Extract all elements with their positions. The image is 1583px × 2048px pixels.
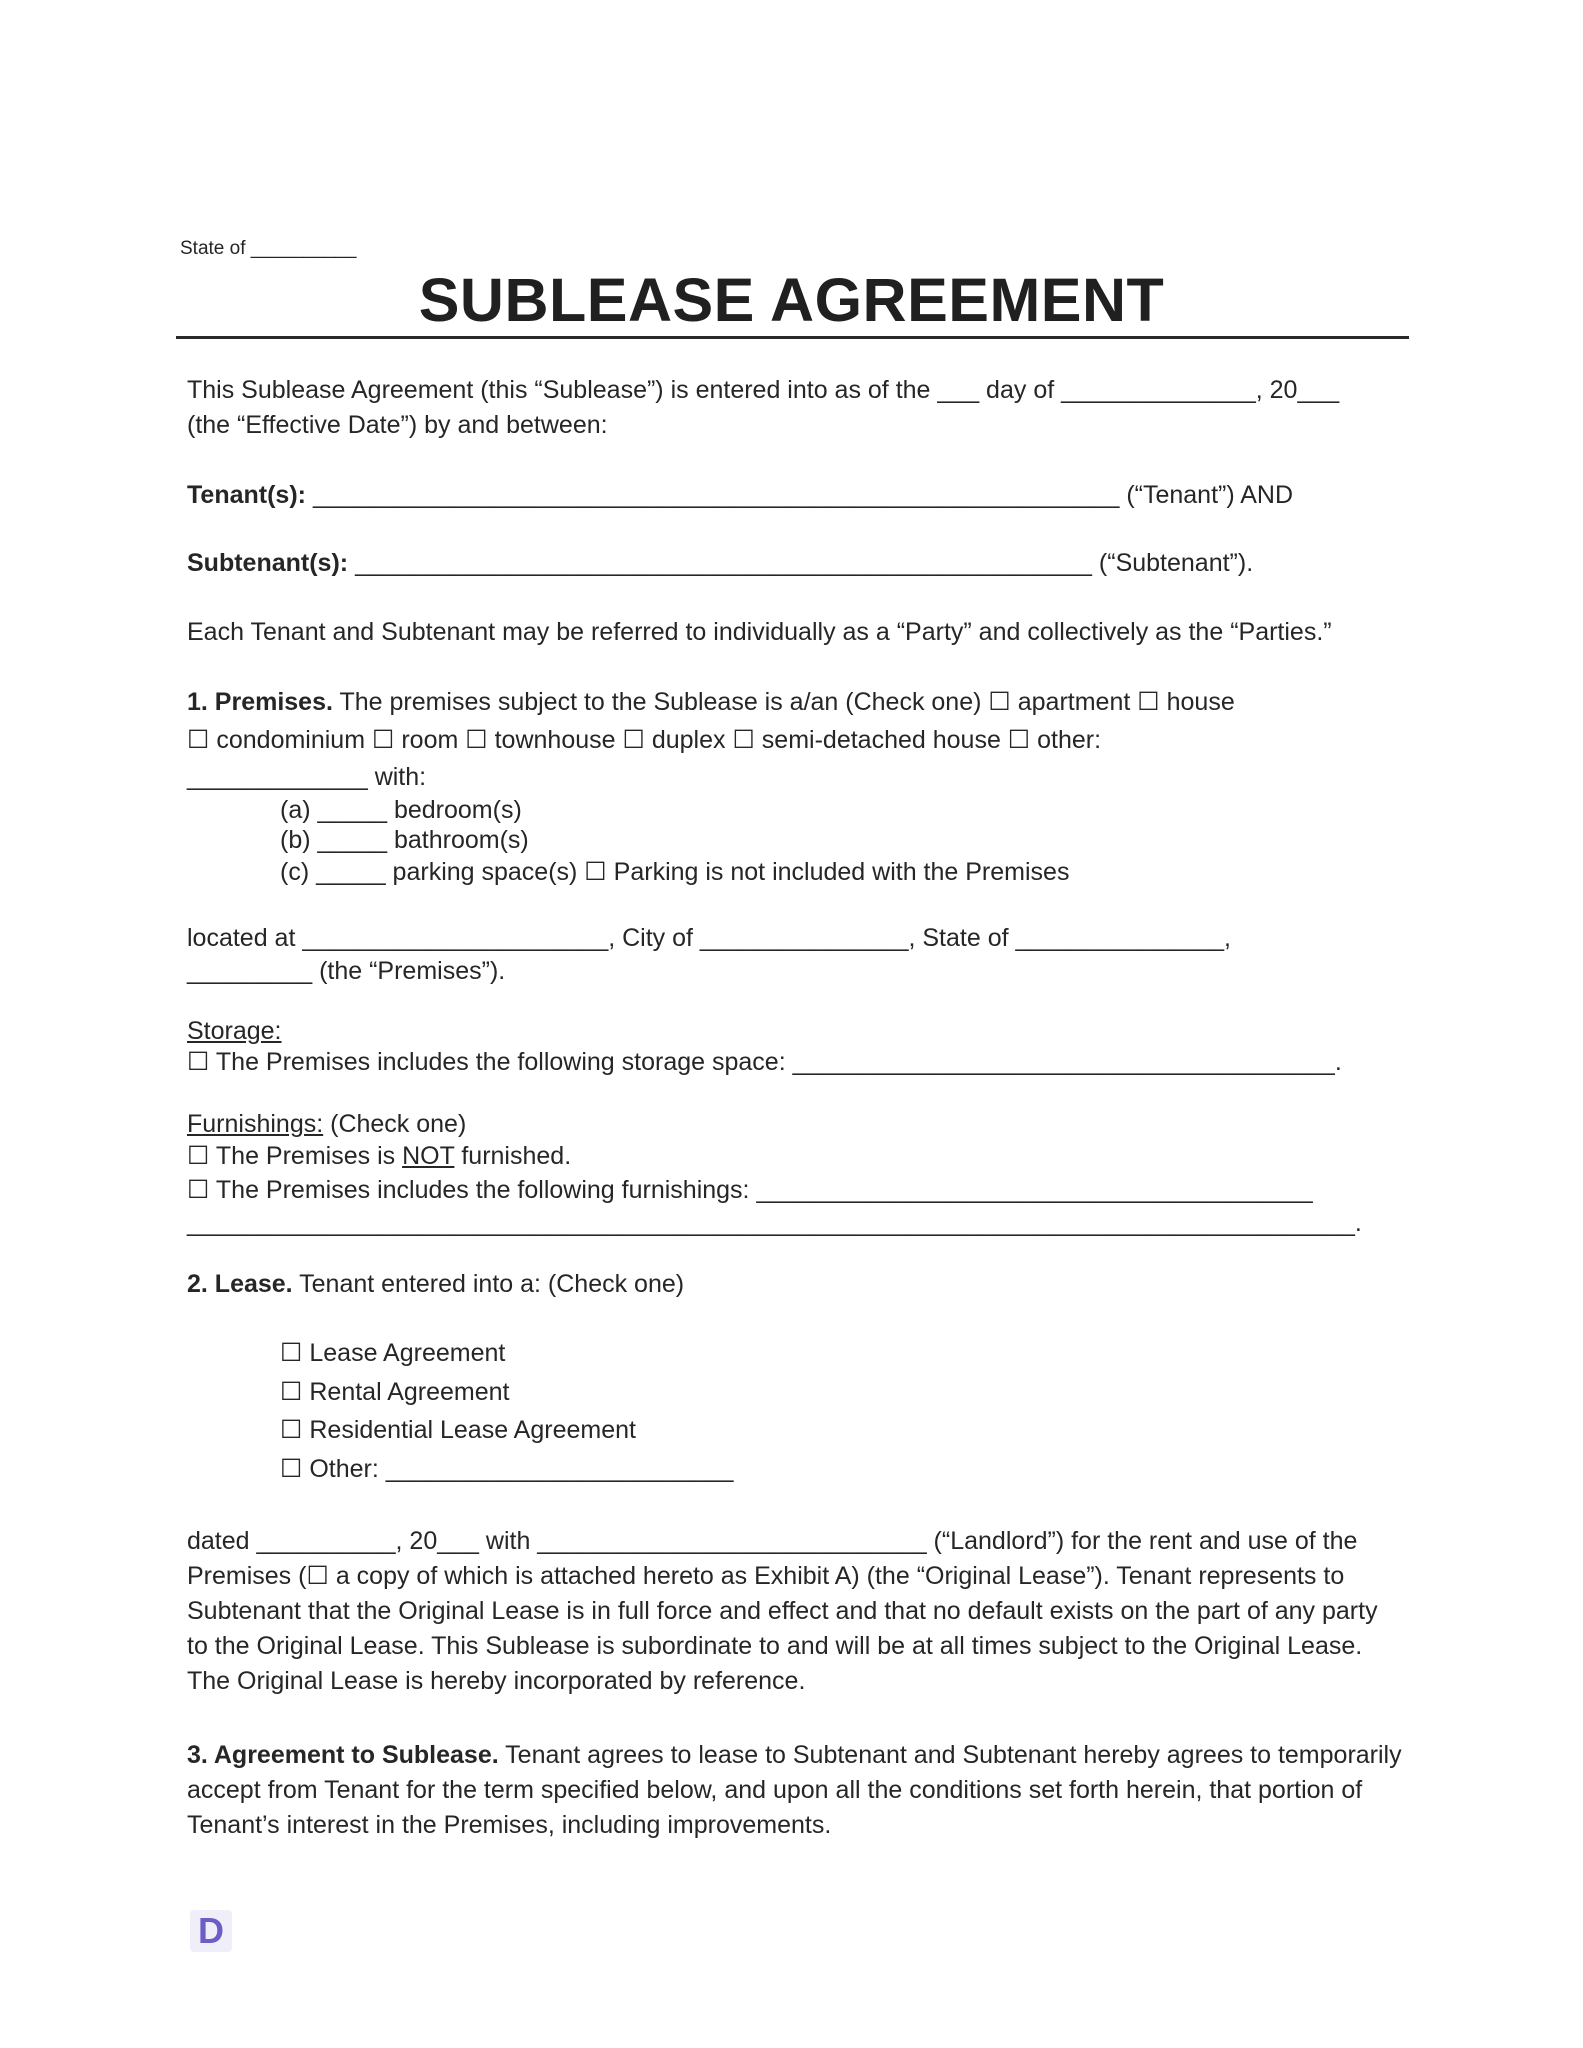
furnishings-includes-option[interactable]: ☐ The Premises includes the following furnishings: ________________________________________ <box>187 1176 1313 1204</box>
furnishings-heading <box>187 1107 466 1142</box>
storage-line[interactable]: ☐ The Premises includes the following storage space: _______________________________________. <box>187 1048 1342 1076</box>
document-title: SUBLEASE AGREEMENT <box>418 266 1165 334</box>
subtenant-line <box>187 546 1253 581</box>
agreement-section <box>187 1738 1402 1843</box>
subtenant-name-blank[interactable]: _____________________________________________________ <box>355 549 1092 577</box>
lease-heading-line <box>187 1267 684 1302</box>
intro-line-1: This Sublease Agreement (this “Sublease”) is entered into as of the ___ day of ______________, 20___ <box>187 376 1340 404</box>
title-divider <box>176 336 1409 339</box>
parties-definition: Each Tenant and Subtenant may be referred to individually as a “Party” and collectively as the “Parties.” <box>187 618 1332 646</box>
lease-option-other[interactable]: ☐ Other: _________________________ <box>280 1455 734 1483</box>
agreement-paragraph: Tenant agrees to lease to Subtenant and Subtenant hereby agrees to temporarily accept from Tenant for the term specified below, and upon all the conditions set forth herein, that portion of Tenant’s interest in the Premises, including improvements. <box>187 1741 1402 1839</box>
storage-label: Storage: <box>187 1017 282 1045</box>
bathrooms-item[interactable]: (b) _____ bathroom(s) <box>280 826 529 854</box>
furn-not-text-1: ☐ The Premises is <box>187 1142 403 1170</box>
premises-heading: 1. Premises. <box>187 688 333 716</box>
subtenant-label: Subtenant(s): <box>187 549 349 577</box>
tenant-line <box>187 478 1293 513</box>
lease-option-rental-agreement[interactable]: ☐ Rental Agreement <box>280 1378 510 1406</box>
lease-option-residential[interactable]: ☐ Residential Lease Agreement <box>280 1416 636 1444</box>
intro-line-2: (the “Effective Date”) by and between: <box>187 411 608 439</box>
lease-option-lease-agreement[interactable]: ☐ Lease Agreement <box>280 1339 506 1367</box>
tenant-name-blank[interactable]: __________________________________________________________ <box>312 481 1120 509</box>
brand-logo-letter: D <box>198 1910 224 1951</box>
lease-intro: Tenant entered into a: (Check one) <box>292 1270 685 1298</box>
furnishings-not-option[interactable] <box>187 1139 571 1174</box>
parking-item[interactable]: (c) _____ parking space(s) ☐ Parking is not included with the Premises <box>280 858 1070 886</box>
brand-logo <box>190 1910 232 1952</box>
furn-not-emphasis: NOT <box>402 1142 455 1170</box>
bedrooms-item[interactable]: (a) _____ bedroom(s) <box>280 796 522 824</box>
premises-line-1 <box>187 685 1235 720</box>
subtenant-suffix: (“Subtenant”). <box>1098 549 1254 577</box>
location-line-1[interactable]: located at ______________________, City of _______________, State of _______________, <box>187 924 1231 952</box>
premises-type-options[interactable]: The premises subject to the Sublease is a/an (Check one) ☐ apartment ☐ house <box>339 688 1235 716</box>
tenant-suffix: (“Tenant”) AND <box>1126 481 1294 509</box>
furnishings-label: Furnishings: <box>187 1110 324 1138</box>
furnishings-continuation[interactable]: ____________________________________________________________________________________. <box>187 1209 1362 1237</box>
furn-not-text-2: furnished. <box>454 1142 572 1170</box>
furnishings-instruction: (Check one) <box>323 1110 467 1138</box>
location-line-2[interactable]: _________ (the “Premises”). <box>187 957 506 985</box>
tenant-label: Tenant(s): <box>187 481 306 509</box>
lease-heading: 2. Lease. <box>187 1270 293 1298</box>
state-of-field: State of __________ <box>180 238 357 259</box>
premises-line-2[interactable]: ☐ condominium ☐ room ☐ townhouse ☐ duplex ☐ semi-detached house ☐ other: <box>187 726 1102 754</box>
premises-line-3[interactable]: _____________ with: <box>187 763 427 791</box>
agreement-heading: 3. Agreement to Sublease. <box>187 1741 499 1769</box>
lease-paragraph: dated __________, 20___ with ____________________________ (“Landlord”) for the rent and use of the Premises (☐ a copy of which is attached hereto as Exhibit A) (the “Original Lease”). Tenant represents to Subtenant that the Original Lease is in full force and effect and that no default exists on the part of any party to the Original Lease. This Sublease is subordinate to and will be at all times subject to the Original Lease. The Original Lease is hereby incorporated by reference. <box>187 1527 1378 1695</box>
